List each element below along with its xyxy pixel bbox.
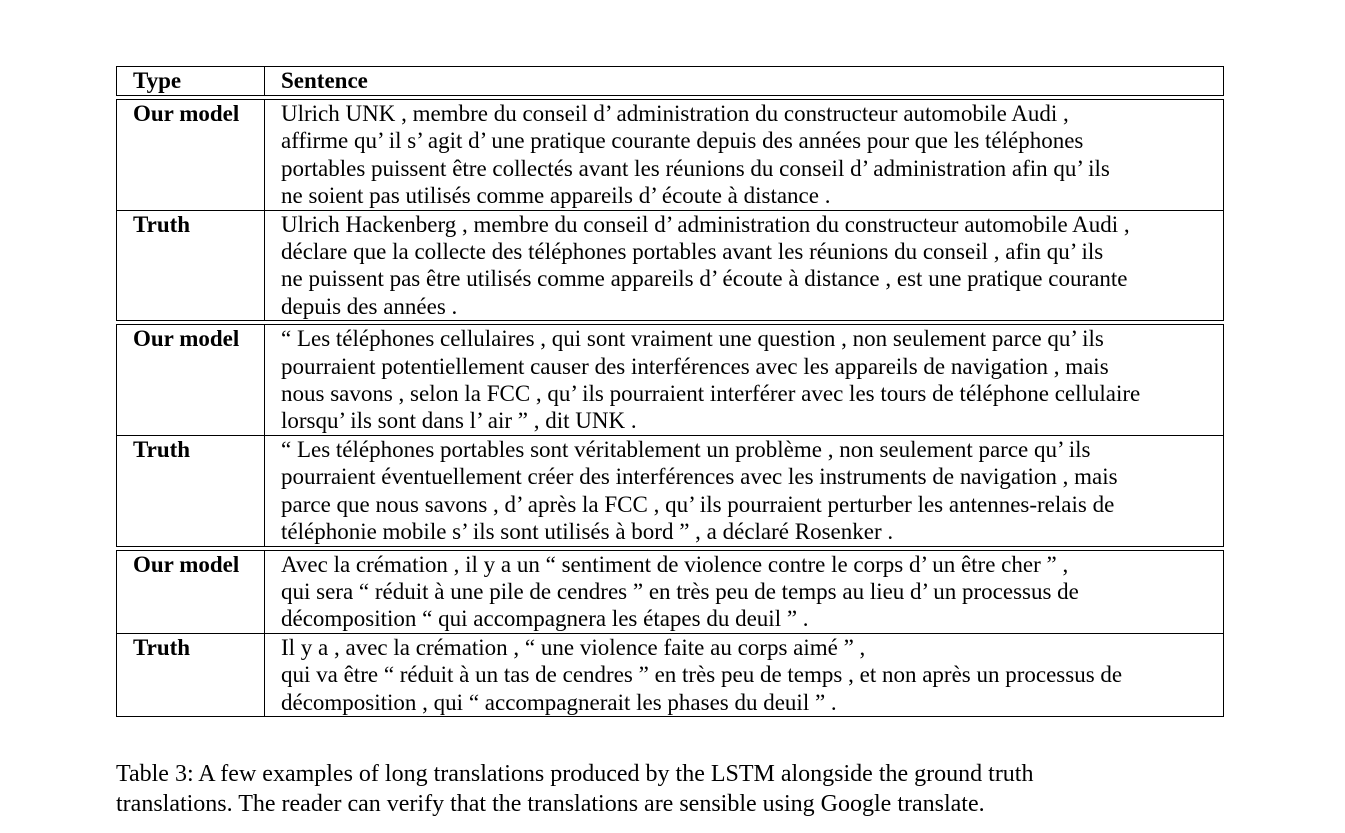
sentence-line: “ Les téléphones cellulaires , qui sont vraiment une question , non seulement parce qu’ ils: [281, 326, 1104, 352]
sentence-line: depuis des années .: [281, 293, 458, 319]
translation-table: [116, 66, 1224, 717]
row-sentence: [265, 325, 1223, 435]
sentence-line: lorsqu’ ils sont dans l’ air ” , dit UNK .: [281, 408, 637, 434]
sentence-line: Il y a , avec la crémation , “ une violence faite au corps aimé ” ,: [281, 634, 866, 660]
row-sentence: [265, 436, 1223, 546]
row-type: Our model: [117, 551, 265, 633]
table-row: [117, 210, 1223, 321]
sentence-line: déclare que la collecte des téléphones portables avant les réunions du conseil , afin qu’ ils: [281, 239, 1104, 265]
row-type: Truth: [117, 634, 265, 716]
row-type: Our model: [117, 325, 265, 435]
row-sentence: [265, 634, 1223, 716]
sentence-line: “ Les téléphones portables sont véritablement un problème , non seulement parce qu’ ils: [281, 436, 1091, 462]
sentence-line: décomposition , qui “ accompagnerait les phases du deuil ” .: [281, 689, 837, 715]
sentence-line: nous savons , selon la FCC , qu’ ils pourraient interférer avec les tours de téléphone cellulaire: [281, 381, 1141, 407]
sentence-line: Ulrich UNK , membre du conseil d’ administration du constructeur automobile Audi ,: [281, 101, 1069, 126]
table-row: [117, 551, 1223, 633]
table-row: [117, 100, 1223, 210]
header-type: Type: [117, 67, 265, 95]
sentence-line: décomposition “ qui accompagnera les étapes du deuil ” .: [281, 606, 809, 632]
sentence-line: téléphonie mobile s’ ils sont utilisés à bord ” , a déclaré Rosenker .: [281, 519, 894, 545]
sentence-line: qui va être “ réduit à un tas de cendres ” en très peu de temps , et non après un processus de: [281, 662, 1123, 688]
table-group-1: [116, 99, 1224, 321]
row-type: Truth: [117, 436, 265, 546]
table-row: [117, 325, 1223, 435]
sentence-line: qui sera “ réduit à une pile de cendres ” en très peu de temps au lieu d’ un processus de: [281, 578, 1079, 604]
sentence-line: pourraient potentiellement causer des interférences avec les appareils de navigation , mais: [281, 353, 1109, 379]
sentence-line: portables puissent être collectés avant les réunions du conseil d’ administration afin qu’ ils: [281, 155, 1110, 181]
row-type: Our model: [117, 100, 265, 210]
row-sentence: [265, 211, 1223, 321]
sentence-line: parce que nous savons , d’ après la FCC , qu’ ils pourraient perturber les antennes-relais de: [281, 491, 1115, 517]
sentence-line: ne soient pas utilisés comme appareils d’ écoute à distance .: [281, 183, 831, 209]
table-group-2: [116, 324, 1224, 546]
table-row: [117, 435, 1223, 546]
table-group-3: [116, 550, 1224, 717]
sentence-line: pourraient éventuellement créer des interférences avec les instruments de navigation , mais: [281, 464, 1118, 490]
table-header: [116, 66, 1224, 96]
table-row: [117, 633, 1223, 716]
sentence-line: affirme qu’ il s’ agit d’ une pratique courante depuis des années pour que les téléphones: [281, 128, 1084, 154]
header-sentence: Sentence: [281, 68, 368, 93]
caption-line: translations. The reader can verify that the translations are sensible using Google translate.: [116, 790, 985, 817]
sentence-line: ne puissent pas être utilisés comme appareils d’ écoute à distance , est une pratique courante: [281, 266, 1128, 292]
sentence-line: Avec la crémation , il y a un “ sentiment de violence contre le corps d’ un être cher ” ,: [281, 551, 1069, 577]
caption-line: Table 3: A few examples of long translations produced by the LSTM alongside the ground truth: [116, 761, 1034, 787]
row-type: Truth: [117, 211, 265, 321]
table-caption: [116, 760, 1224, 819]
row-sentence: [265, 551, 1223, 633]
sentence-line: Ulrich Hackenberg , membre du conseil d’ administration du constructeur automobile Audi ,: [281, 211, 1130, 237]
row-sentence: [265, 100, 1223, 210]
